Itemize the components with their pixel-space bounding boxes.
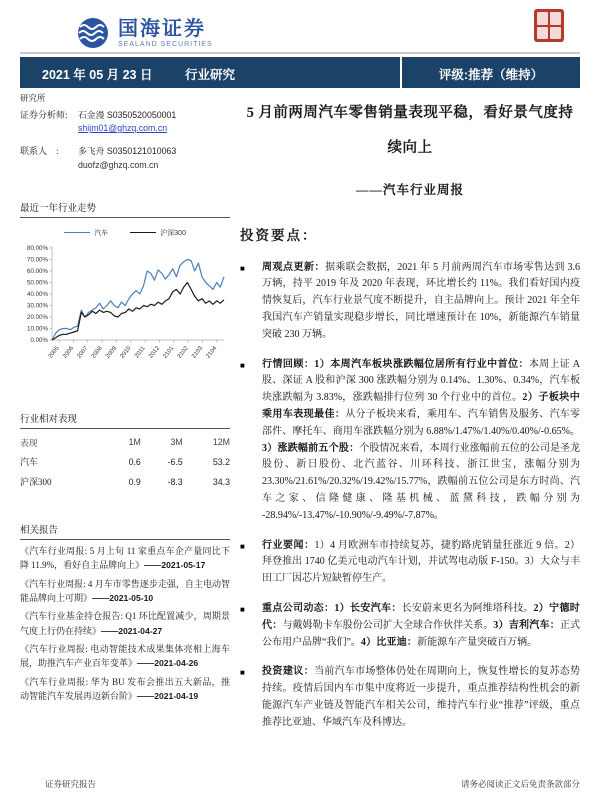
bullet-square-icon: ■ xyxy=(240,604,245,614)
report-category: 行业研究 xyxy=(184,68,235,82)
report-date: 2021 年 05 月 23 日 xyxy=(42,68,153,82)
svg-text:0.00%: 0.00% xyxy=(30,336,48,344)
related-reports-list xyxy=(20,544,230,704)
bullet-square-icon: ■ xyxy=(240,360,245,370)
report-item: 《汽车行业周报: 4 月车市零售逐步走强，自主电动智能品牌向上可期》——2021-05-10 xyxy=(20,578,230,603)
report-item: 《汽车行业周报: 5 月上旬 11 家重点车企产量同比下降 11.9%，看好自主品牌向上》——2021-05-17 xyxy=(20,545,230,570)
header-divider xyxy=(20,52,580,54)
bullet-item: ■ 重点公司动态：1）长安汽车：长安蔚来更名为阿维塔科技。2）宁德时代：与戴姆勒卡车股份公司扩大全球合作伙伴关系。3）吉利汽车：正式公布用户品牌“我们”。4）比亚迪：新能源车产量突破百万辆。 xyxy=(240,601,580,651)
table-cell: 0.6 xyxy=(128,456,141,467)
bullet-item: ■ 投资建议：当前汽车市场整体仍处在周期向上，恢复性增长的复苏态势持续。疫情后国内车市集中度将近一步提升，重点推荐结构性机会的新能源汽车产业链及智能汽车相关公司，维持汽车行业“推荐”评级，重点推荐比亚迪、华域汽车及科博达。 xyxy=(240,664,580,731)
bullet-item: ■ 行业要闻：1）4 月欧洲车市持续复苏，捷豹路虎销量狂涨近 9 倍。2）拜登推出 1740 亿美元电动汽车计划，并试驾电动版 F-150。3）大众与丰田工厂因芯片短缺暂停生产。 xyxy=(240,538,580,588)
svg-text:30.00%: 30.00% xyxy=(27,302,48,310)
report-subtitle: ——汽车行业周报 xyxy=(355,182,464,197)
table-section-title: 行业相对表现 xyxy=(20,411,230,429)
report-title: 5 月前两周汽车零售销量表现平稳，看好景气度持续向上 xyxy=(246,105,574,156)
page-footer xyxy=(20,778,580,790)
table-cell: -6.5 xyxy=(167,456,183,467)
investment-points-list xyxy=(240,260,580,732)
svg-text:2007: 2007 xyxy=(76,345,90,360)
brand-name-en: SEALAND SECURITIES xyxy=(118,40,213,48)
analyst-row xyxy=(20,109,230,135)
footer-right: 请务必阅读正文后免责条款部分 xyxy=(460,779,580,789)
reports-section-title: 相关报告 xyxy=(20,522,230,540)
bullet-square-icon: ■ xyxy=(240,263,245,273)
contact-email: duofz@ghzq.com.cn xyxy=(78,159,159,170)
table-header-cell: 1M xyxy=(128,437,141,448)
department-label: 研究所 xyxy=(20,93,46,103)
report-item: 《汽车行业基金持仓报告: Q1 环比配置减少，周期景气度上行仍在持续》——2021-04-27 xyxy=(20,611,230,636)
main-content xyxy=(240,96,580,745)
svg-text:2103: 2103 xyxy=(191,345,205,360)
svg-text:60.00%: 60.00% xyxy=(27,267,48,275)
table-header-cell: 12M xyxy=(212,437,230,448)
relative-performance-table xyxy=(20,433,230,492)
chart-legend xyxy=(20,228,230,238)
table-header-cell: 表现 xyxy=(20,437,38,448)
sealand-wave-logo-icon xyxy=(76,16,110,50)
trend-chart-section xyxy=(20,200,230,385)
svg-text:40.00%: 40.00% xyxy=(27,290,48,298)
contact-name-id: 多飞舟 S0350121010063 xyxy=(78,146,177,157)
bullet-square-icon: ■ xyxy=(240,541,245,551)
table-row xyxy=(20,452,230,472)
trend-chart-svg xyxy=(20,240,230,380)
table-header-cell: 3M xyxy=(170,437,183,448)
table-cell: 沪深300 xyxy=(20,477,52,488)
analyst-email-link[interactable]: shijm01@ghzq.com.cn xyxy=(78,123,168,134)
sidebar xyxy=(20,92,230,704)
red-seal-stamp-icon xyxy=(534,9,564,42)
contact-label: 联系人 : xyxy=(20,146,59,157)
svg-text:2012: 2012 xyxy=(148,345,162,360)
svg-text:2006: 2006 xyxy=(62,345,76,360)
legend-item: 汽车 xyxy=(64,228,108,238)
brand-logo xyxy=(76,16,213,50)
legend-line-swatch xyxy=(64,232,90,233)
legend-line-swatch xyxy=(130,232,156,233)
bullet-item: ■ 周观点更新：据乘联会数据，2021 年 5 月前两周汽车市场零售达到 3.6 万辆，持平 2019 年及 2020 年表现，环比增长约 11%。我们看好国内疫情恢复后，汽车行业景气度不断提升，自主品牌向上。预计 2021 年全年我国汽车产销量实现稳步增长，同比增速预计在 10%，新能源汽车销量突破 230 万辆。 xyxy=(240,260,580,344)
chart-section-title: 最近一年行业走势 xyxy=(20,200,230,218)
table-cell: 0.9 xyxy=(128,476,141,487)
footer-left: 证券研究报告 xyxy=(45,779,97,789)
table-header-row xyxy=(20,433,230,452)
report-item: 《汽车行业周报: 电动智能技术成果集体亮相上海车展，助推汽车产业百年变革》——2021-04-26 xyxy=(20,644,230,669)
svg-text:2104: 2104 xyxy=(205,345,219,360)
svg-text:20.00%: 20.00% xyxy=(27,313,48,321)
analyst-name-id: 石金漫 S0350520050001 xyxy=(78,110,177,120)
report-item: 《汽车行业周报: 华为 BU 发布会推出五大新品，推动智能汽车发展再迈新台阶》——2021-04-19 xyxy=(20,676,230,702)
svg-text:2005: 2005 xyxy=(47,345,61,360)
relative-performance-section xyxy=(20,411,230,492)
svg-text:2011: 2011 xyxy=(134,345,147,360)
svg-text:2009: 2009 xyxy=(105,345,119,360)
rating-badge: 评级:推荐（维持） xyxy=(438,68,544,82)
contact-row xyxy=(20,145,230,171)
bullet-item: ■ 行情回顾：1）本周汽车板块涨跌幅位居所有行业中首位：本周上证 A 股、深证 A 股和沪深 300 涨跌幅分别为 0.14%、1.30%、0.34%，汽车板块涨跌幅为 3.83%，涨跌幅排行位列 30 个行业中的首位。2）子板块中乘用车表现最佳：从分子板块来看，乘用车、汽车销售及服务、汽车零部件、摩托车、商用车涨跌幅分别为 6.88%/1.47%/1.40%/0.40%/-0.65%。3）涨跌幅前五个股：个股情况来看，本周行业涨幅前五位的公司是圣龙股份、新日股份、北汽蓝谷、川环科技、浙江世宝，涨幅分别为 23.30%/21.61%/20.32%/19.42%/15.77%，跌幅前五位公司是东方时尚、汽车之家、信隆健康、隆基机械、蓝黛科技，跌幅分别为 -28.94%/-13.47%/-10.90%/-9.49%/-7.87%。 xyxy=(240,357,580,525)
brand-name-cn: 国海证券 xyxy=(118,17,206,40)
table-cell: 汽车 xyxy=(20,457,39,468)
bullet-square-icon: ■ xyxy=(240,668,245,678)
table-cell: -8.3 xyxy=(167,476,183,487)
related-reports-section xyxy=(20,522,230,704)
legend-item: 沪深300 xyxy=(130,228,186,238)
svg-text:2010: 2010 xyxy=(119,345,133,360)
investment-points-title: 投资要点： xyxy=(240,227,318,243)
table-cell: 34.3 xyxy=(212,476,230,487)
header-bar xyxy=(20,57,580,88)
svg-text:10.00%: 10.00% xyxy=(27,325,48,333)
svg-text:80.00%: 80.00% xyxy=(27,244,48,252)
svg-text:50.00%: 50.00% xyxy=(27,279,48,287)
svg-text:70.00%: 70.00% xyxy=(27,256,48,264)
table-row xyxy=(20,472,230,492)
svg-text:2101: 2101 xyxy=(162,345,176,360)
svg-text:2008: 2008 xyxy=(90,345,104,360)
svg-text:2102: 2102 xyxy=(176,345,190,360)
table-cell: 53.2 xyxy=(212,456,230,467)
analyst-label: 证券分析师: xyxy=(20,110,68,120)
